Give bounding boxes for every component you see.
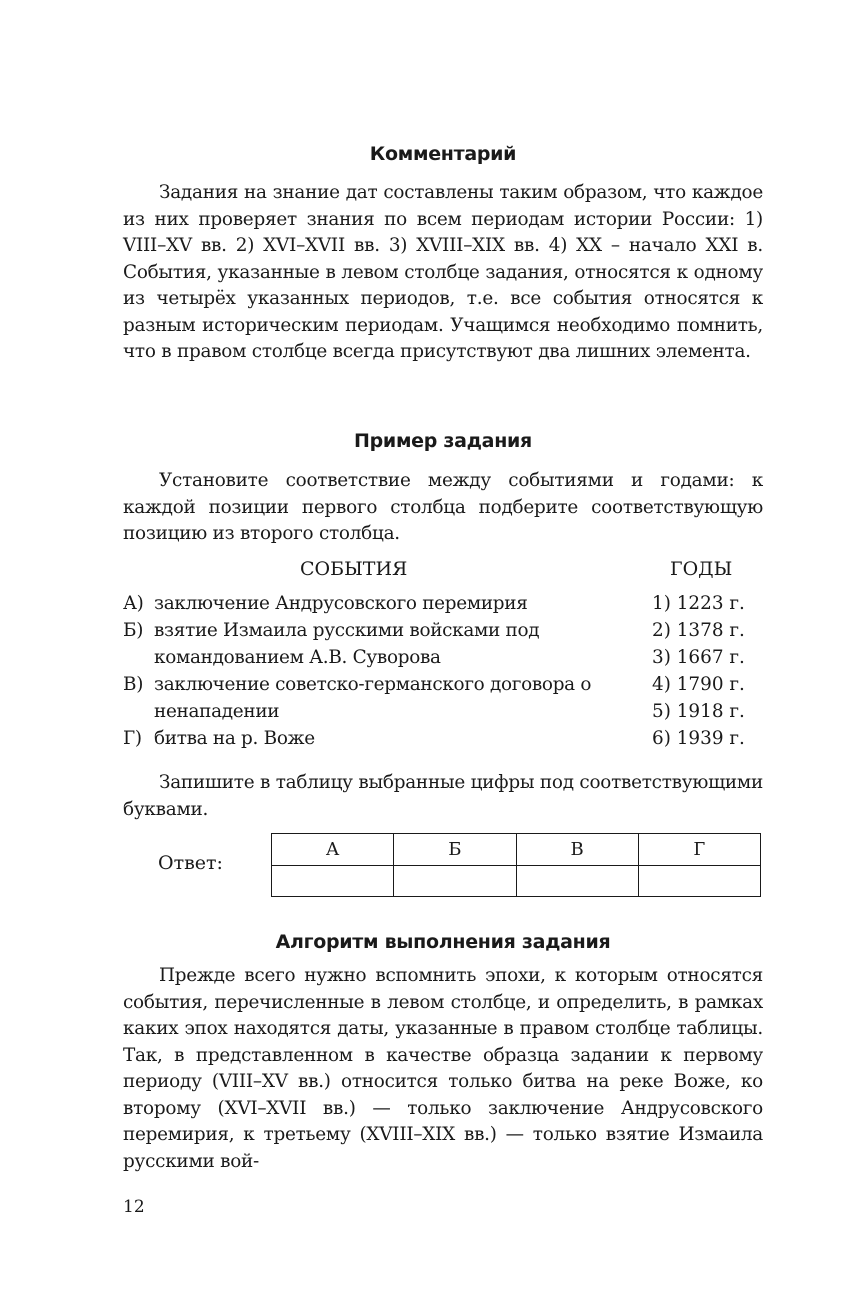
answer-column-g: Г <box>638 834 760 866</box>
answer-cell-a[interactable] <box>272 865 394 897</box>
event-letter: В) <box>123 674 144 695</box>
event-letter: Г) <box>123 728 142 749</box>
event-item <box>123 671 603 725</box>
example-heading: Пример задания <box>354 430 532 452</box>
event-letter: Б) <box>123 620 144 641</box>
answer-column-a: А <box>272 834 394 866</box>
events-column-header: СОБЫТИЯ <box>300 558 408 580</box>
event-text: заключение советско-германского договора о ненападении <box>154 674 592 722</box>
write-instruction: Запишите в таблицу выбранные цифры под соответствующими буквами. <box>123 772 763 820</box>
years-list <box>652 590 767 752</box>
event-item <box>123 617 603 671</box>
algorithm-paragraph: Прежде всего нужно вспомнить эпохи, к которым относятся события, перечисленные в левом столбце, и определить, в рамках каких эпох находятся даты, указанные в правом столбце таблицы. Так, в представленном в качестве образца задании к первому периоду (VIII–XV вв.) относится только битва на реке Воже, ко второму (XVI–XVII вв.) — только заключение Андрусовского перемирия, к третьему (XVIII–XIX вв.) — только взятие Измаила русскими вой- <box>123 965 763 1172</box>
comment-paragraph: Задания на знание дат составлены таким образом, что каждое из них проверяет знания по всем периодам истории России: 1) VIII–XV вв. 2) XVI–XVII вв. 3) XVIII–XIX вв. 4) XX – начало XXI в. События, указанные в левом столбце задания, относятся к одному из четырёх указанных периодов, т.е. все события относятся к разным историческим периодам. Учащимся необходимо помнить, что в правом столбце всегда присутствуют два лишних элемента. <box>123 182 763 362</box>
answer-header-row <box>272 834 761 866</box>
year-item: 4) 1790 г. <box>652 674 745 695</box>
event-text: взятие Измаила русскими войсками под командованием А.В. Суворова <box>154 620 540 668</box>
algorithm-heading: Алгоритм выполнения задания <box>275 931 611 953</box>
answer-table <box>271 833 761 897</box>
page-number: 12 <box>123 1197 145 1217</box>
event-letter: А) <box>123 593 144 614</box>
year-item: 6) 1939 г. <box>652 728 745 749</box>
event-item <box>123 590 603 617</box>
answer-column-b: Б <box>394 834 516 866</box>
answer-input-row <box>272 865 761 897</box>
answer-column-v: В <box>516 834 638 866</box>
year-item: 1) 1223 г. <box>652 593 745 614</box>
events-list <box>123 590 603 752</box>
event-item <box>123 725 603 752</box>
year-item: 3) 1667 г. <box>652 647 745 668</box>
answer-cell-v[interactable] <box>516 865 638 897</box>
event-text: битва на р. Воже <box>154 728 315 749</box>
answer-cell-g[interactable] <box>638 865 760 897</box>
event-text: заключение Андрусовского перемирия <box>154 593 528 614</box>
answer-cell-b[interactable] <box>394 865 516 897</box>
comment-heading: Комментарий <box>369 143 517 165</box>
year-item: 2) 1378 г. <box>652 620 745 641</box>
example-instruction: Установите соответствие между событиями и годами: к каждой позиции первого столбца подберите соответствующую позицию из второго столбца. <box>123 470 763 544</box>
answer-label: Ответ: <box>158 852 223 874</box>
year-item: 5) 1918 г. <box>652 701 745 722</box>
years-column-header: ГОДЫ <box>670 558 733 580</box>
